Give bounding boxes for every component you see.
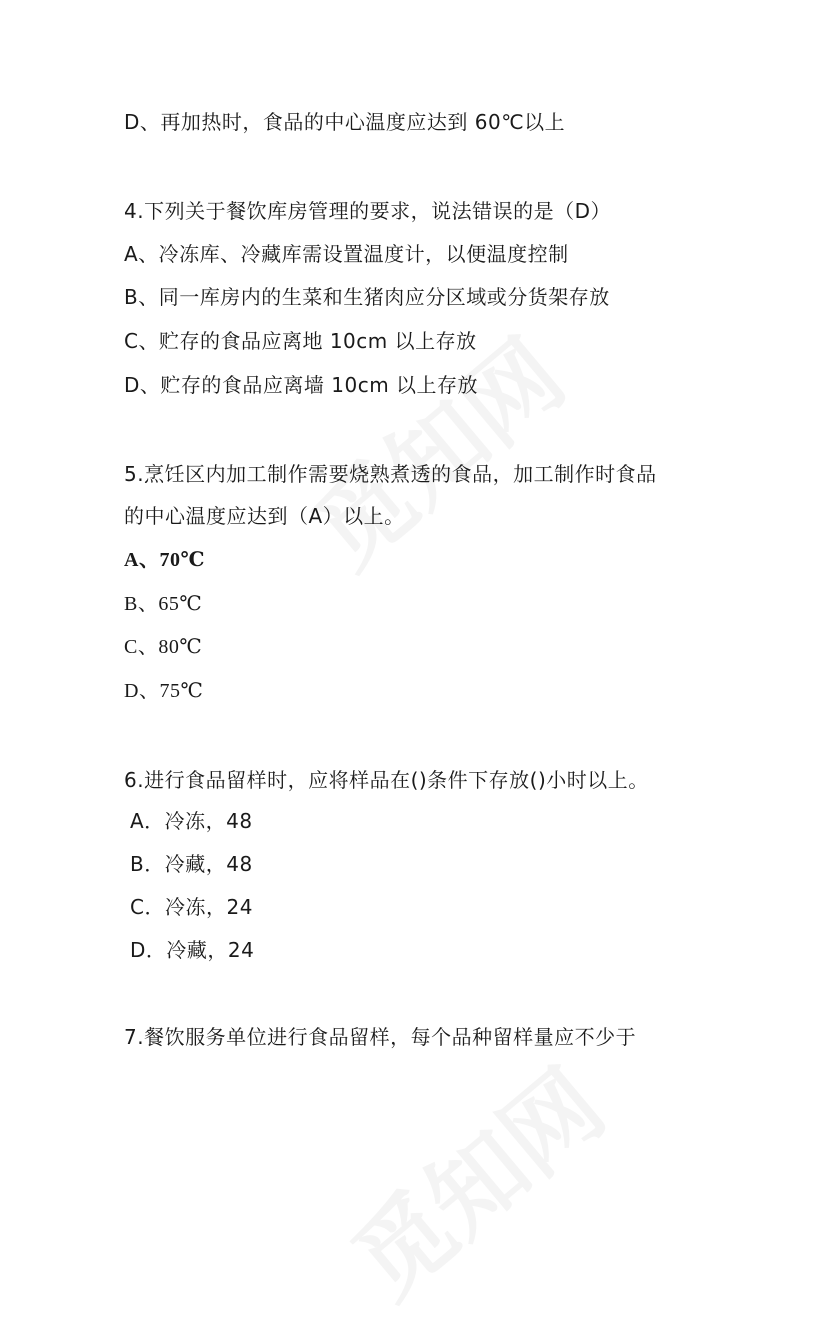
q4-option-a: A、冷冻库、冷藏库需设置温度计，以便温度控制 [124,242,569,266]
q5-option-d: D、75℃ [124,680,204,702]
q5-question-line2: 的中心温度应达到（A）以上。 [124,504,405,528]
q5-option-b: B、65℃ [124,593,203,615]
q6-option-d: D．冷藏，24 [130,938,255,962]
q3-option-d: D、再加热时，食品的中心温度应达到 60℃以上 [124,110,566,134]
q4-question: 4.下列关于餐饮库房管理的要求，说法错误的是（D） [124,199,611,223]
q6-question: 6.进行食品留样时，应将样品在()条件下存放()小时以上。 [124,768,649,792]
q4-option-b: B、同一库房内的生菜和生猪肉应分区域或分货架存放 [124,285,610,309]
q4-option-c: C、贮存的食品应离地 10cm 以上存放 [124,329,477,353]
q5-question-line1: 5.烹饪区内加工制作需要烧熟煮透的食品，加工制作时食品 [124,462,657,486]
q6-option-c: C．冷冻，24 [130,895,253,919]
q6-option-a: A．冷冻，48 [130,809,253,833]
watermark-bottom [320,1033,629,1323]
q5-option-c: C、80℃ [124,636,203,658]
q4-option-d: D、贮存的食品应离墙 10cm 以上存放 [124,373,479,397]
q7-question: 7.餐饮服务单位进行食品留样，每个品种留样量应不少于 [124,1025,637,1049]
q5-option-a: A、70℃ [124,549,205,571]
q6-option-b: B．冷藏，48 [130,852,253,876]
